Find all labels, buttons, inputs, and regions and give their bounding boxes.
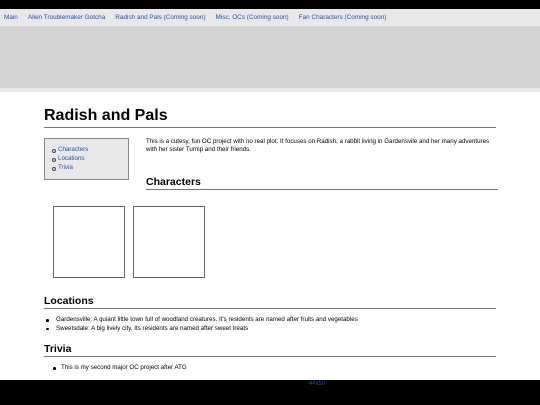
- nav-link-misc-ocs[interactable]: Misc. OCs (Coming soon): [215, 14, 289, 21]
- nav-link-main[interactable]: Main: [4, 14, 18, 21]
- navbar: [0, 9, 540, 26]
- characters-heading: Characters: [146, 176, 498, 190]
- page-title: Radish and Pals: [44, 107, 496, 128]
- toc-item-characters[interactable]: Characters: [58, 146, 128, 155]
- toc-item-trivia[interactable]: Trivia: [58, 164, 128, 173]
- header-banner: [0, 26, 540, 88]
- trivia-heading: Trivia: [44, 343, 496, 357]
- nav-link-alien-troublemaker-gotcha[interactable]: Alien Troublemaker Gotcha: [27, 14, 106, 21]
- toc-list: [58, 146, 128, 172]
- character-image-placeholder: [53, 206, 125, 278]
- bottom-black-bar: [0, 380, 540, 405]
- zoom-label: 44x50: [308, 381, 326, 387]
- list-item: Gardensville: A quiant little town full of woodland creatures. It's residents are named after fruits and vegetables: [56, 316, 496, 325]
- locations-heading: Locations: [44, 295, 496, 309]
- top-black-bar: [0, 0, 540, 9]
- character-image-placeholder: [133, 206, 205, 278]
- nav-link-fan-characters[interactable]: Fan Characters (Coming soon): [298, 14, 387, 21]
- trivia-list: [61, 364, 491, 373]
- intro-paragraph: This is a cutesy, fun OC project with no real plot. It focuses on Radish, a rabbit living in Gardensvile and her many adventures with her sister Turnip and their friends.: [146, 138, 490, 153]
- locations-list: [56, 316, 496, 333]
- nav-link-radish-and-pals[interactable]: Radish and Pals (Coming soon): [115, 14, 206, 21]
- list-item: This is my second major OC project after ATG: [61, 364, 491, 373]
- list-item: Sweetsdale: A big lively city. Its residents are named after sweet treats: [56, 325, 496, 334]
- table-of-contents: [44, 138, 129, 180]
- toc-item-locations[interactable]: Locations: [58, 155, 128, 164]
